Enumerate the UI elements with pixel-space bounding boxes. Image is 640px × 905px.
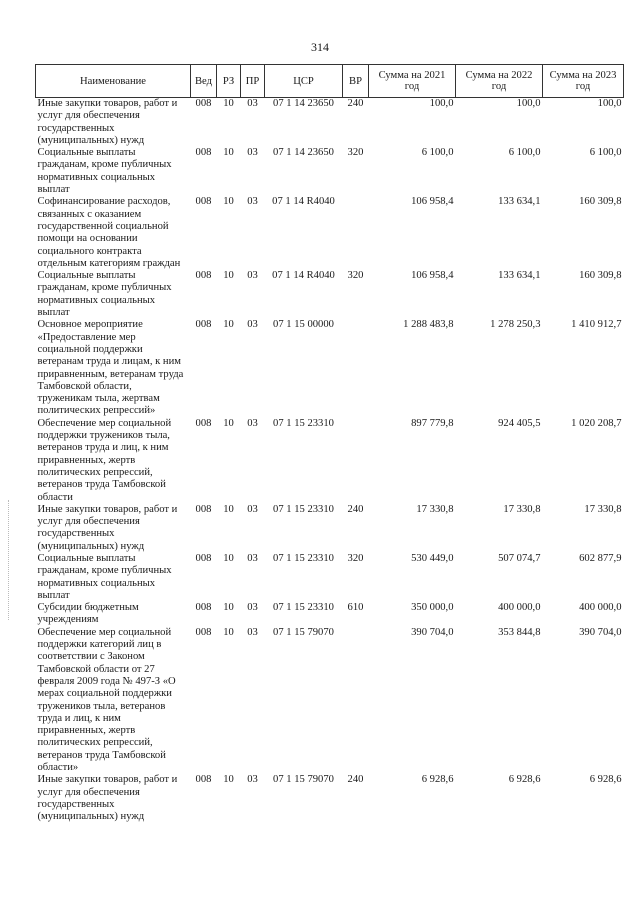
cell-pr: 03 [247, 774, 258, 786]
header-rz: РЗ [217, 65, 241, 98]
table-row [36, 98, 624, 148]
cell-vr: 240 [347, 98, 364, 109]
table-body [36, 98, 624, 824]
cell-sum-2021: 530 449,0 [411, 552, 454, 564]
cell-vr [343, 418, 369, 504]
cell-sum-2023: 160 309,8 [579, 270, 622, 282]
table-header-row [36, 65, 624, 98]
cell-pr: 03 [247, 503, 258, 515]
cell-vr: 320 [347, 270, 364, 282]
cell-ved: 008 [195, 552, 212, 564]
cell-sum-2022: 6 928,6 [508, 774, 541, 786]
cell-pr: 03 [247, 552, 258, 564]
cell-csr: 07 1 15 23310 [273, 552, 334, 564]
cell-sum-2021: 1 288 483,8 [403, 319, 454, 331]
cell-sum-2021: 897 779,8 [411, 417, 454, 429]
cell-ved: 008 [195, 147, 212, 159]
cell-sum-2022: 133 634,1 [498, 270, 541, 282]
cell-sum-2022: 100,0 [516, 98, 541, 109]
header-vr: ВР [343, 65, 369, 98]
cell-csr: 07 1 15 23310 [273, 602, 334, 614]
cell-pr: 03 [247, 319, 258, 331]
cell-sum-2023: 602 877,9 [579, 552, 622, 564]
header-sum-2023: Сумма на 2023 год [543, 65, 624, 98]
cell-vr [343, 627, 369, 775]
cell-sum-2022: 133 634,1 [498, 196, 541, 208]
cell-name: Социальные выплаты гражданам, кроме публичных нормативных социальных выплат [37, 147, 172, 196]
cell-name: Софинансирование расходов, связанных с оказанием государственной социальной помощи на основании социального контракта отдельным категориям граждан [37, 196, 181, 269]
cell-csr: 07 1 14 R4040 [272, 270, 335, 282]
cell-ved: 008 [195, 626, 212, 638]
cell-sum-2021: 350 000,0 [411, 602, 454, 614]
cell-sum-2022: 353 844,8 [498, 626, 541, 638]
cell-sum-2023: 1 020 208,7 [571, 417, 622, 429]
cell-ved: 008 [195, 319, 212, 331]
table-row [36, 418, 624, 504]
cell-pr: 03 [247, 98, 258, 109]
cell-csr: 07 1 15 23310 [273, 417, 334, 429]
cell-pr: 03 [247, 196, 258, 208]
cell-vr: 240 [347, 774, 364, 786]
cell-rz: 10 [223, 552, 234, 564]
cell-rz: 10 [223, 319, 234, 331]
cell-sum-2022: 6 100,0 [508, 147, 541, 159]
cell-name: Социальные выплаты гражданам, кроме публичных нормативных социальных выплат [37, 552, 172, 601]
cell-sum-2021: 106 958,4 [411, 270, 454, 282]
cell-name: Социальные выплаты гражданам, кроме публичных нормативных социальных выплат [37, 270, 172, 319]
cell-ved: 008 [195, 270, 212, 282]
header-csr: ЦСР [265, 65, 343, 98]
cell-sum-2023: 400 000,0 [579, 602, 622, 614]
cell-sum-2023: 17 330,8 [584, 503, 622, 515]
cell-name: Основное мероприятие «Предоставление мер социальной поддержки ветеранам труда и лицам, к ним приравненным, ветеранам труда Тамбовской области, труженикам тыла, жертвам политических репрессий» [37, 319, 184, 417]
cell-ved: 008 [195, 774, 212, 786]
cell-csr: 07 1 15 23310 [273, 503, 334, 515]
cell-rz: 10 [223, 147, 234, 159]
cell-rz: 10 [223, 503, 234, 515]
cell-ved: 008 [195, 98, 212, 109]
table-row [36, 602, 624, 627]
cell-sum-2022: 400 000,0 [498, 602, 541, 614]
cell-csr: 07 1 15 00000 [273, 319, 334, 331]
header-ved: Вед [191, 65, 217, 98]
cell-rz: 10 [223, 774, 234, 786]
cell-pr: 03 [247, 417, 258, 429]
cell-sum-2021: 6 100,0 [421, 147, 454, 159]
cell-pr: 03 [247, 602, 258, 614]
margin-mark [8, 500, 11, 620]
cell-name: Иные закупки товаров, работ и услуг для обеспечения государственных (муниципальных) нужд [37, 98, 178, 146]
table-row [36, 504, 624, 553]
cell-vr: 240 [347, 503, 364, 515]
cell-name: Субсидии бюджетным учреждениям [37, 602, 139, 626]
cell-csr: 07 1 14 R4040 [272, 196, 335, 208]
header-name: Наименование [36, 65, 191, 98]
cell-sum-2022: 1 278 250,3 [490, 319, 541, 331]
cell-name: Обеспечение мер социальной поддержки категорий лиц в соответствии с Законом Тамбовской области от 27 февраля 2009 года № 497-З «О мерах социальной поддержки тружеников тыла, ветеранов труда и лиц, к ним приравненных, жертв политических репрессий, ветеранов труда Тамбовской области» [37, 626, 176, 774]
cell-sum-2021: 6 928,6 [421, 774, 454, 786]
cell-sum-2023: 160 309,8 [579, 196, 622, 208]
cell-sum-2021: 100,0 [429, 98, 454, 109]
cell-csr: 07 1 15 79070 [273, 774, 334, 786]
cell-csr: 07 1 14 23650 [273, 147, 334, 159]
cell-rz: 10 [223, 417, 234, 429]
header-pr: ПР [241, 65, 265, 98]
table-row [36, 196, 624, 270]
cell-sum-2022: 924 405,5 [498, 417, 541, 429]
cell-ved: 008 [195, 602, 212, 614]
cell-ved: 008 [195, 196, 212, 208]
header-sum-2021: Сумма на 2021 год [369, 65, 456, 98]
cell-rz: 10 [223, 626, 234, 638]
cell-csr: 07 1 15 79070 [273, 626, 334, 638]
cell-vr [343, 319, 369, 417]
cell-rz: 10 [223, 196, 234, 208]
cell-ved: 008 [195, 503, 212, 515]
cell-name: Иные закупки товаров, работ и услуг для обеспечения государственных (муниципальных) нужд [37, 774, 178, 823]
cell-pr: 03 [247, 270, 258, 282]
cell-rz: 10 [223, 98, 234, 109]
cell-vr: 610 [347, 602, 364, 614]
table-row [36, 319, 624, 417]
cell-sum-2023: 1 410 912,7 [571, 319, 622, 331]
cell-sum-2021: 17 330,8 [416, 503, 454, 515]
cell-sum-2022: 17 330,8 [503, 503, 541, 515]
cell-rz: 10 [223, 602, 234, 614]
cell-sum-2021: 106 958,4 [411, 196, 454, 208]
cell-sum-2023: 6 100,0 [589, 147, 622, 159]
budget-table [35, 64, 624, 824]
cell-sum-2022: 507 074,7 [498, 552, 541, 564]
table-row [36, 774, 624, 823]
cell-sum-2021: 390 704,0 [411, 626, 454, 638]
cell-vr [343, 196, 369, 270]
cell-sum-2023: 100,0 [597, 98, 622, 109]
cell-ved: 008 [195, 417, 212, 429]
cell-name: Иные закупки товаров, работ и услуг для обеспечения государственных (муниципальных) нужд [37, 503, 178, 552]
cell-pr: 03 [247, 626, 258, 638]
header-sum-2022: Сумма на 2022 год [456, 65, 543, 98]
table-row [36, 627, 624, 775]
cell-csr: 07 1 14 23650 [273, 98, 334, 109]
cell-vr: 320 [347, 552, 364, 564]
cell-sum-2023: 390 704,0 [579, 626, 622, 638]
cell-sum-2023: 6 928,6 [589, 774, 622, 786]
table-row [36, 270, 624, 319]
cell-pr: 03 [247, 147, 258, 159]
cell-vr: 320 [347, 147, 364, 159]
table-row [36, 553, 624, 602]
page-number: 314 [311, 40, 329, 54]
cell-rz: 10 [223, 270, 234, 282]
cell-name: Обеспечение мер социальной поддержки тружеников тыла, ветеранов труда и лиц, к ним приравненных, жертв политических репрессий, ветеранов труда Тамбовской области [37, 417, 172, 503]
table-row [36, 147, 624, 196]
